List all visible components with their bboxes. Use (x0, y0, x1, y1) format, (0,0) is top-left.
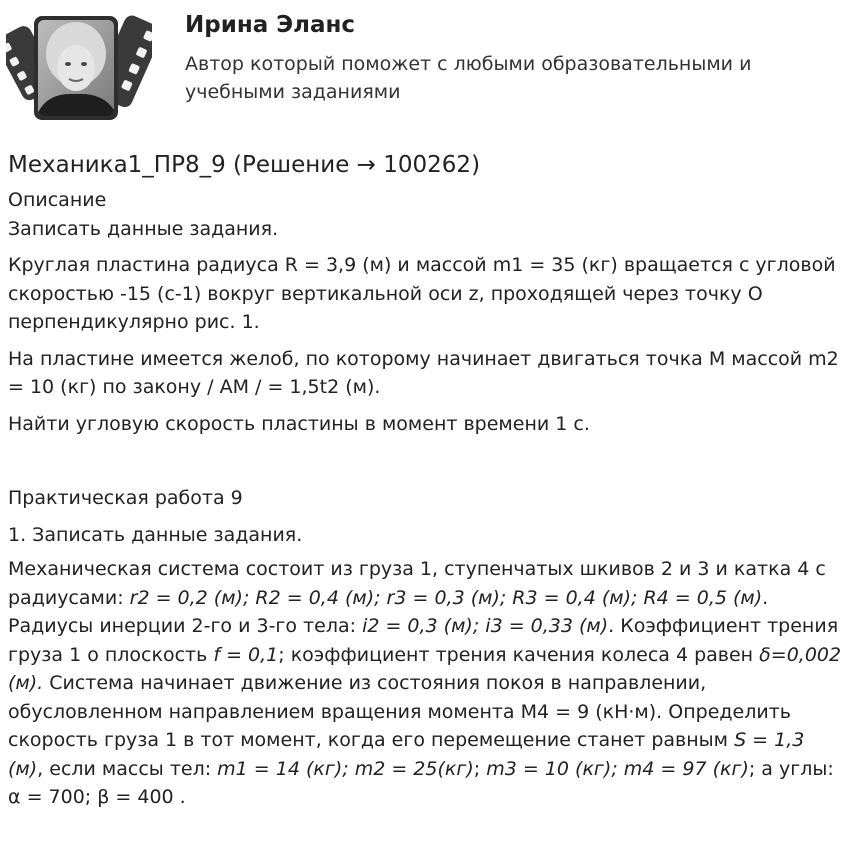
body-text: ; коэффициент трения качения колеса 4 равен (278, 643, 760, 666)
author-description: Автор который поможет с любыми образовательными и учебными заданиями (185, 53, 752, 103)
document-title: Механика1_ПР8_9 (Решение → 100262) (8, 152, 481, 178)
friction-value: f = 0,1 (213, 643, 279, 666)
document-content (8, 150, 843, 820)
radii-values: r2 = 0,2 (м); R2 = 0,4 (м); r3 = 0,3 (м); R3 = 0,4 (м); R4 = 0,5 (м) (129, 586, 763, 609)
body-text: , если массы тел: (37, 757, 218, 780)
body-text: Механическая система состоит из груза 1, ступенчатых шкивов 2 и 3 и катка 4 с радиусами: (8, 558, 826, 609)
mass-values-2: m3 = 10 (кг); m4 = 97 (кг) (486, 757, 749, 780)
body-text: . Радиусы инерции 2-го и 3-го тела: (8, 586, 769, 637)
mass-values-1: m1 = 14 (кг); m2 = 25(кг) (217, 757, 474, 780)
body-text: . Коэффициент трения груза 1 о плоскость (8, 615, 839, 666)
practical-step-1: 1. Записать данные задания. (8, 523, 303, 546)
spacer (8, 446, 843, 484)
problem-paragraph-3: Найти угловую скорость пластины в момент времени 1 с. (8, 412, 590, 435)
displacement-value: S = 1,3 (м) (8, 729, 805, 780)
practical-title: Практическая работа 9 (8, 487, 243, 509)
body-text: ; (473, 757, 487, 780)
avatar (6, 6, 152, 128)
body-text: Система начинает движение из состояния покоя в направлении, обусловленном направлением вращения момента М4 = 9 (кН·м). Определить скорость груза 1 в тот момент, когда его перемещение станет равным (8, 672, 791, 751)
inertia-values: i2 = 0,3 (м); i3 = 0,33 (м) (362, 615, 609, 637)
practical-body (8, 555, 843, 812)
body-text: ; а углы: α = 700; β = 400 . (8, 757, 834, 808)
author-name: Ирина Эланс (185, 12, 356, 38)
problem-paragraph-1: Круглая пластина радиуса R = 3,9 (м) и массой m1 = 35 (кг) вращается с угловой скоростью -15 (с-1) вокруг вертикальной оси z, проходящей через точку О перпендикулярно рис. 1. (8, 254, 836, 333)
rolling-friction-value: δ=0,002 (м). (8, 643, 842, 694)
problem-paragraph-2: На пластине имеется желоб, по которому начинает двигаться точка М массой m2 = 10 (кг) по закону / AM / = 1,5t2 (м). (8, 347, 839, 398)
author-photo-icon (6, 6, 152, 128)
author-header (0, 0, 847, 140)
intro-text: Записать данные задания. (8, 217, 279, 240)
section-label-description: Описание (8, 189, 107, 211)
